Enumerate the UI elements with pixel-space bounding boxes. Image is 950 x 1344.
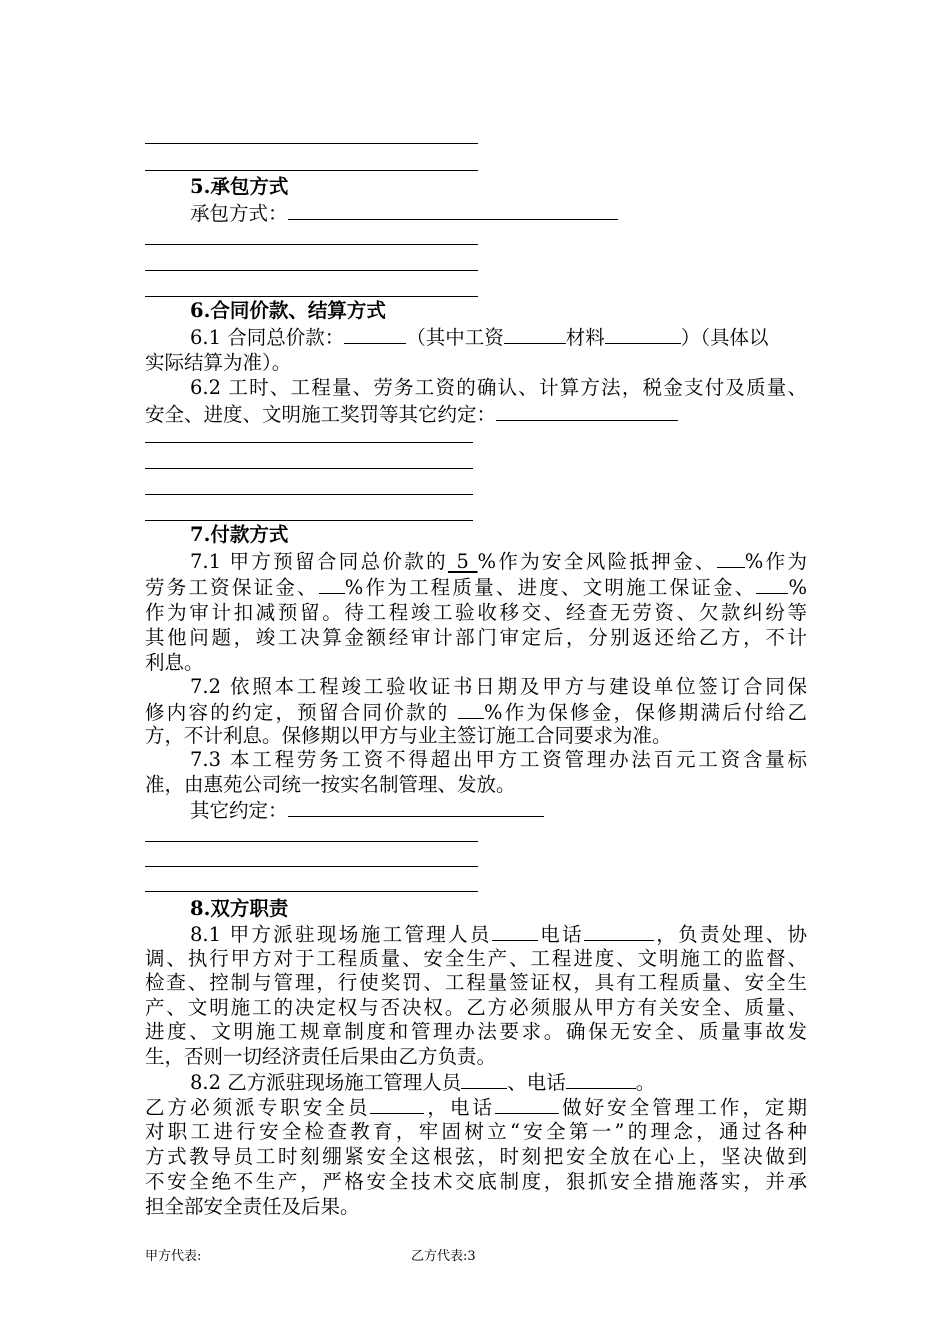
- manager-blank: [461, 1069, 507, 1089]
- clause-7-1-line-5: 利息。: [145, 651, 204, 674]
- text: 。: [635, 1071, 656, 1094]
- clause-7-2-line-1: 7.2 依照本工程竣工验收证书日期及甲方与建设单位签订合同保: [190, 675, 807, 698]
- clause-7-1-line-1: [190, 548, 807, 575]
- text: 电话: [537, 923, 584, 946]
- other-agreement-blank: [288, 797, 544, 817]
- text: 劳务工资保证金、: [145, 576, 319, 599]
- percent-value: 5: [456, 550, 469, 573]
- clause-6-1-line-1: [190, 324, 807, 351]
- text: 8.1 甲方派驻现场施工管理人员: [190, 923, 492, 946]
- other-agreement-label: 其它约定：: [190, 799, 288, 822]
- safety-officer-blank: [370, 1094, 424, 1114]
- text: %作为保修金，保修期满后付给乙: [483, 701, 807, 724]
- blank-line: [145, 841, 478, 842]
- clause-6-2-line-1: 6.2 工时、工程量、劳务工资的确认、计算方法，税金支付及质量、: [190, 376, 807, 399]
- section-6-heading: 6.合同价款、结算方式: [190, 299, 386, 322]
- blank-line: [145, 866, 478, 867]
- clause-8-1-line-6: 生，否则一切经济责任后果由乙方负责。: [145, 1045, 497, 1068]
- text: ）（具体以: [680, 326, 769, 349]
- blank-line: [145, 891, 478, 892]
- clause-8-1-line-3: 检查、控制与管理，行使奖罚、工程量签证权，具有工程质量、安全生: [145, 971, 807, 994]
- contract-mode-label: 承包方式：: [190, 202, 288, 225]
- blank-line: [145, 520, 473, 521]
- text: 8.2 乙方派驻现场施工管理人员: [190, 1071, 462, 1094]
- phone-blank: [566, 1069, 636, 1089]
- clause-8-1-line-4: 产、文明施工的决定权与否决权。乙方必须服从甲方有关安全、质量、: [145, 996, 807, 1019]
- material-blank: [605, 324, 681, 344]
- clause-8-2-line-1: [190, 1069, 807, 1096]
- clause-8-1-line-5: 进度、文明施工规章制度和管理办法要求。确保无安全、质量事故发: [145, 1020, 807, 1043]
- text: ，负责处理、协: [653, 923, 807, 946]
- contract-mode-blank: [288, 200, 618, 220]
- clause-8-1-line-2: 调、执行甲方对于工程质量、安全生产、工程进度、文明施工的监督、: [145, 947, 807, 970]
- text: 7.1 甲方预留合同总价款的: [190, 550, 448, 573]
- text: 乙方必须派专职安全员: [145, 1096, 371, 1119]
- section-7-heading: 7.付款方式: [190, 523, 289, 546]
- other-agreement-line: [190, 797, 807, 824]
- clause-6-2-line-2: [145, 401, 807, 428]
- contract-mode-line: [190, 200, 807, 227]
- text: %: [788, 576, 807, 599]
- clause-7-2-line-3: 方，不计利息。保修期以甲方与业主签订施工合同要求为准。: [145, 724, 672, 747]
- blank-line: [145, 468, 473, 469]
- text: 6.1 合同总价款：: [190, 326, 345, 349]
- clause-7-3-line-2: 准，由惠苑公司统一按实名制管理、发放。: [145, 773, 516, 796]
- text: %作为安全风险抵押金、: [477, 550, 717, 573]
- phone-blank: [495, 1094, 559, 1114]
- text: 材料: [565, 326, 605, 349]
- clause-8-2-line-4: 方式教导员工时刻绷紧安全这根弦，时刻把安全放在心上，坚决做到: [145, 1145, 807, 1168]
- clause-7-3-line-1: 7.3 本工程劳务工资不得超出甲方工资管理办法百元工资含量标: [190, 748, 807, 771]
- blank-line: [145, 296, 478, 297]
- blank-line: [145, 143, 478, 144]
- party-b-representative: 乙方代表:3: [411, 1249, 476, 1264]
- text: 、电话: [507, 1071, 566, 1094]
- section-5-heading: 5.承包方式: [190, 175, 289, 198]
- text: ，电话: [424, 1096, 496, 1119]
- blank-line: [145, 270, 478, 271]
- text: 安全、进度、文明施工奖罚等其它约定：: [145, 403, 497, 426]
- text: %作为: [744, 550, 808, 573]
- percent-blank: [319, 574, 345, 594]
- blank-line: [145, 494, 473, 495]
- blank-line: [145, 170, 478, 171]
- other-terms-blank: [496, 401, 678, 421]
- clause-8-1-line-1: [190, 921, 807, 948]
- manager-blank: [492, 921, 538, 941]
- clause-6-1-line-2: 实际结算为准）。: [145, 351, 292, 374]
- clause-8-2-line-2: [145, 1094, 807, 1121]
- section-8-heading: 8.双方职责: [190, 897, 289, 920]
- text: （其中工资: [406, 326, 504, 349]
- percent-blank: [756, 574, 788, 594]
- clause-8-2-line-3: 对职工进行安全检查教育，牢固树立“安全第一”的理念，通过各种: [145, 1120, 807, 1143]
- party-a-representative: 甲方代表:: [145, 1249, 202, 1264]
- text: 做好安全管理工作，定期: [559, 1096, 807, 1119]
- wage-blank: [504, 324, 566, 344]
- total-price-blank: [344, 324, 406, 344]
- phone-blank: [584, 921, 654, 941]
- blank-line: [145, 244, 478, 245]
- clause-8-2-line-6: 担全部安全责任及后果。: [145, 1195, 360, 1218]
- percent-blank: [717, 548, 745, 568]
- clause-7-1-line-3: 作为审计扣减预留。待工程竣工验收移交、经查无劳资、欠款纠纷等: [145, 601, 807, 624]
- percent-blank: [458, 699, 484, 719]
- clause-7-2-line-2: [145, 699, 807, 726]
- clause-8-2-line-5: 不安全绝不生产，严格安全技术交底制度，狠抓安全措施落实，并承: [145, 1170, 807, 1193]
- text: %作为工程质量、进度、文明施工保证金、: [344, 576, 757, 599]
- blank-line: [145, 442, 473, 443]
- text: 修内容的约定，预留合同价款的: [145, 701, 450, 724]
- clause-7-1-line-4: 其他问题，竣工决算金额经审计部门审定后，分别返还给乙方，不计: [145, 626, 807, 649]
- clause-7-1-line-2: [145, 574, 807, 601]
